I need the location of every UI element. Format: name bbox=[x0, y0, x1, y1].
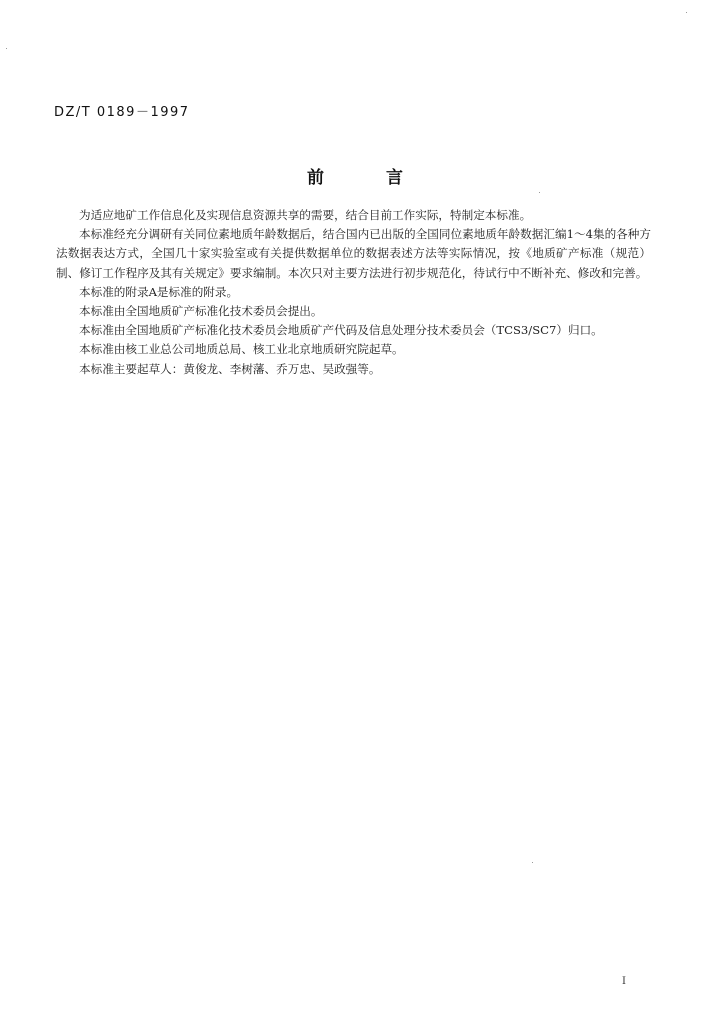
paragraph-appendix: 本标准的附录A是标准的附录。 bbox=[79, 284, 239, 299]
title-char-2: 言 bbox=[386, 168, 403, 188]
scan-speck bbox=[539, 192, 540, 193]
scan-speck bbox=[6, 48, 7, 49]
paragraph-drafting-unit: 本标准由核工业总公司地质总局、核工业北京地质研究院起草。 bbox=[79, 342, 404, 357]
scan-speck bbox=[532, 862, 533, 863]
foreword-body bbox=[56, 206, 651, 379]
paragraph-purpose: 为适应地矿工作信息化及实现信息资源共享的需要，结合目前工作实际，特制定本标准。 bbox=[79, 208, 532, 222]
title-char-1: 前 bbox=[307, 168, 324, 188]
scan-speck bbox=[686, 12, 687, 13]
page-title bbox=[0, 163, 710, 188]
paragraph-centralized-unit: 本标准由全国地质矿产标准化技术委员会地质矿产代码及信息处理分技术委员会（TCS3/SC7）归口。 bbox=[79, 323, 603, 338]
page-number: I bbox=[622, 976, 626, 987]
paragraph-compilation: 本标准经充分调研有关同位素地质年龄数据后，结合国内已出版的全国同位素地质年龄数据汇编1～4集的各种方法数据表达方式，全国几十家实验室或有关提供数据单位的数据表述方法等实际情况，按《地质矿产标准（规范）制、修订工作程序及其有关规定》要求编制。本次只对主要方法进行初步规范化，待试行中不断补充、修改和完善。 bbox=[56, 227, 651, 280]
paragraph-proposer: 本标准由全国地质矿产标准化技术委员会提出。 bbox=[79, 304, 323, 319]
standard-code: DZ/T 0189－1997 bbox=[54, 105, 190, 120]
paragraph-drafters: 本标准主要起草人：黄俊龙、李树藩、乔万忠、吴政强等。 bbox=[79, 361, 381, 376]
